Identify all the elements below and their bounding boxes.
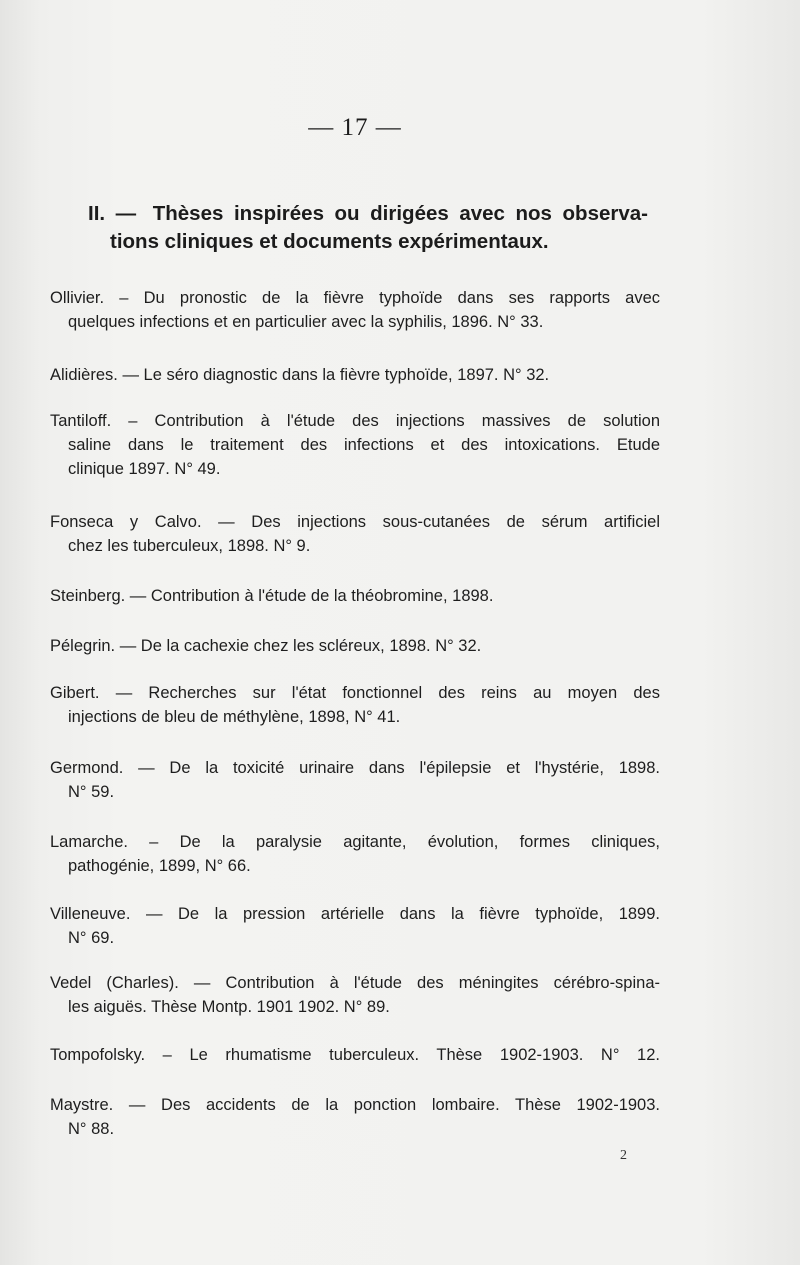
list-item — [50, 286, 660, 334]
list-item — [50, 1093, 660, 1141]
list-item — [50, 409, 660, 481]
list-item — [50, 830, 660, 878]
entry-line: quelques infections et en particulier avec la syphilis, 1896. N° 33. — [68, 313, 544, 331]
page-number: — 17 — — [308, 114, 402, 141]
entry-line: injections de bleu de méthylène, 1898, N° 41. — [68, 708, 401, 726]
entry-line: Tompofolsky. – Le rhumatisme tuberculeux. Thèse 1902-1903. N° 12. — [50, 1046, 660, 1064]
entry-line: Tantiloff. – Contribution à l'étude des injections massives de solution — [50, 412, 660, 430]
entry-line: les aiguës. Thèse Montp. 1901 1902. N° 89. — [68, 998, 390, 1016]
heading-line-1 — [88, 200, 648, 228]
heading-text-1: Thèses inspirées ou dirigées avec nos observa- — [152, 202, 648, 225]
entry-line: Vedel (Charles). — Contribution à l'étude des méningites cérébro-spina- — [50, 974, 660, 992]
list-item — [50, 902, 660, 950]
footer-mark: 2 — [620, 1148, 627, 1163]
list-item — [50, 1043, 660, 1067]
list-item — [50, 634, 660, 658]
entry-line: Germond. — De la toxicité urinaire dans l'épilepsie et l'hystérie, 1898. — [50, 759, 660, 777]
list-item — [50, 681, 660, 729]
entry-line: Alidières. — Le séro diagnostic dans la fièvre typhoïde, 1897. N° 32. — [50, 366, 550, 384]
entry-line: chez les tuberculeux, 1898. N° 9. — [68, 537, 311, 555]
entry-line: Villeneuve. — De la pression artérielle dans la fièvre typhoïde, 1899. — [50, 905, 660, 923]
entry-line: Gibert. — Recherches sur l'état fonctionnel des reins au moyen des — [50, 684, 660, 702]
list-item — [50, 756, 660, 804]
entry-line: N° 69. — [68, 929, 115, 947]
entry-line: clinique 1897. N° 49. — [68, 460, 221, 478]
entry-line: Pélegrin. — De la cachexie chez les scléreux, 1898. N° 32. — [50, 637, 482, 655]
entry-line: Steinberg. — Contribution à l'étude de la théobromine, 1898. — [50, 587, 494, 605]
section-heading — [88, 200, 648, 256]
entry-line: Maystre. — Des accidents de la ponction lombaire. Thèse 1902-1903. — [50, 1096, 660, 1114]
list-item — [50, 510, 660, 558]
list-item — [50, 584, 660, 608]
list-item — [50, 363, 660, 387]
entry-line: Lamarche. – De la paralysie agitante, évolution, formes cliniques, — [50, 833, 660, 851]
heading-number: II. — — [88, 202, 137, 225]
heading-line-2: tions cliniques et documents expérimentaux. — [110, 230, 549, 253]
list-item — [50, 971, 660, 1019]
entry-line: saline dans le traitement des infections et des intoxications. Etude — [68, 436, 660, 454]
entry-line: Fonseca y Calvo. — Des injections sous-cutanées de sérum artificiel — [50, 513, 660, 531]
entry-line: Ollivier. – Du pronostic de la fièvre typhoïde dans ses rapports avec — [50, 289, 660, 307]
entry-line: pathogénie, 1899, N° 66. — [68, 857, 251, 875]
entry-line: N° 59. — [68, 783, 115, 801]
entry-line: N° 88. — [68, 1120, 115, 1138]
